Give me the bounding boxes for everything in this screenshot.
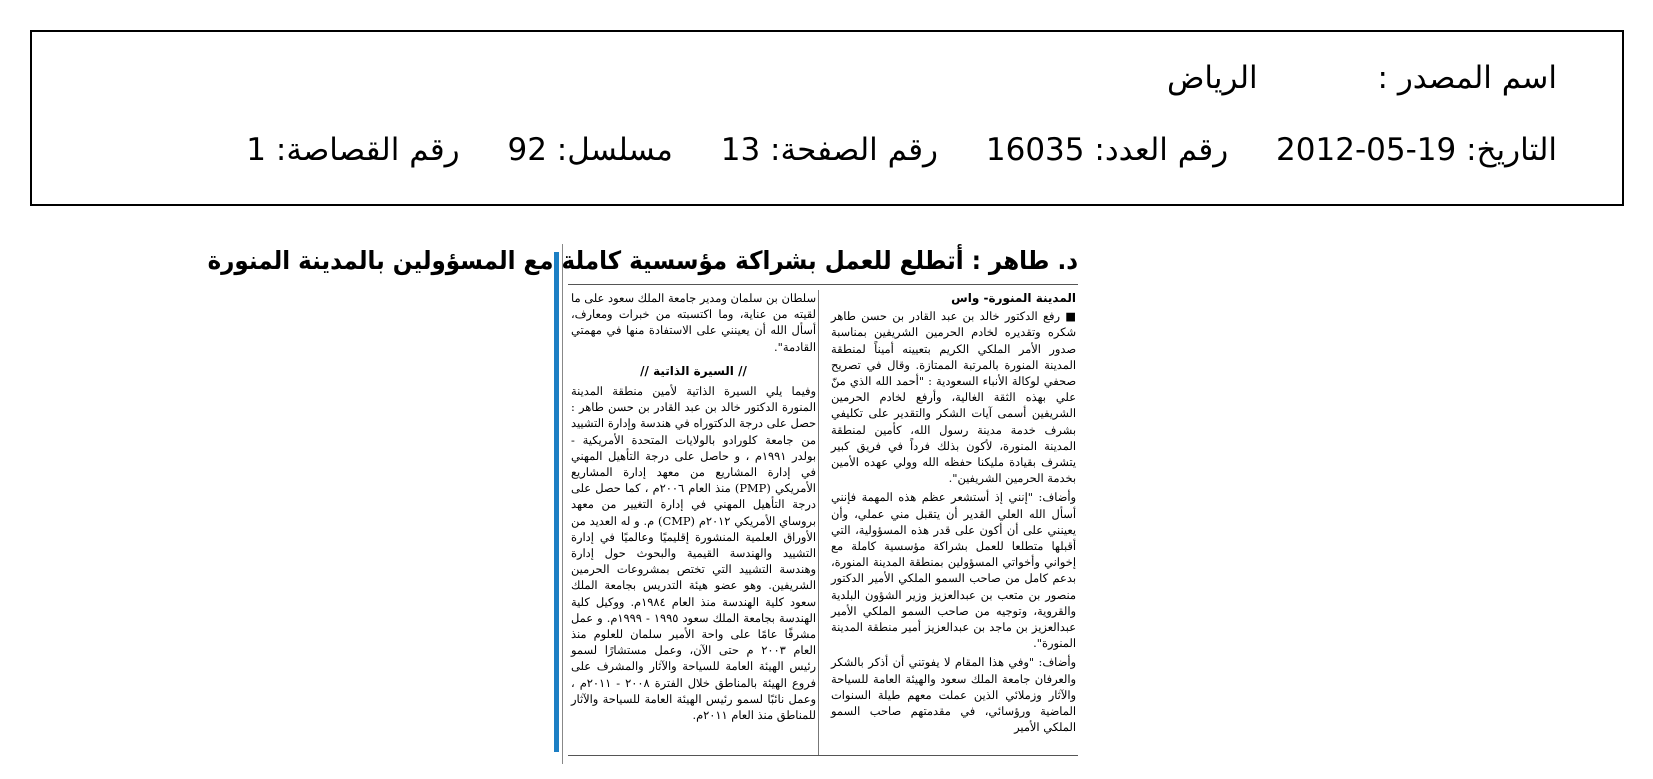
clipping-edge-bar xyxy=(554,252,559,752)
date-label: التاريخ: 19-05-2012 xyxy=(1276,132,1557,168)
clipping-bottom-rule xyxy=(568,755,1078,756)
clipping-edge-line xyxy=(562,244,563,764)
source-row xyxy=(1167,60,1557,96)
details-row xyxy=(208,132,1557,168)
newspaper-clipping xyxy=(207,244,1084,764)
headline-rule xyxy=(568,284,1078,285)
article-headline: د. طاهر : أتطلع للعمل بشراكة مؤسسية كاملة مع المسؤولين بالمدينة المنورة xyxy=(207,246,1078,275)
clipping-metadata-box xyxy=(30,30,1624,206)
column-separator xyxy=(818,290,819,755)
clip-label: رقم القصاصة: 1 xyxy=(246,132,460,168)
issue-label: رقم العدد: 16035 xyxy=(985,132,1229,168)
article-paragraph: وأضاف: "وفي هذا المقام لا يفوتني أن أذكر بالشكر والعرفان جامعة الملك سعود والهيئة العامة للسياحة والآثار وزملائي الذين عملت معهم طيلة السنوات الماضية ورؤسائي، في مقدمتهم صاحب السمو الملكي الأمير xyxy=(831,655,1076,735)
article-dateline: المدينة المنورة- واس xyxy=(951,291,1076,305)
article-paragraph: ■ رفع الدكتور خالد بن عبد القادر بن حسن طاهر شكره وتقديره لخادم الحرمين الشريفين بمناسبة صدور الأمر الملكي الكريم بتعيينه أميناً لمنطقة المدينة المنورة بالمرتبة الممتازة. وقال في تصريح صحفي لوكالة الأنباء السعودية : "أحمد الله الذي منّ علي بهذه الثقة الغالية، وأرفع لخادم الحرمين الشريفين أسمى آيات الشكر والتقدير على تكليفي بشرف خدمة مدينة رسول الله، كأمين لمنطقة المدينة المنورة، لأكون بذلك فرداً في فريق كبير يتشرف بقيادة مليكنا حفظه الله وولي عهده الأمين بخدمة الحرمين الشريفين". xyxy=(831,309,1076,486)
article-column-right xyxy=(831,290,1076,738)
source-value: الرياض xyxy=(1166,60,1258,96)
article-paragraph: سلطان بن سلمان ومدير جامعة الملك سعود على ما لقيته من عناية، وما اكتسبته من خبرات ومعارف، أسأل الله أن يعينني على الاستفادة منها في مهمتي القادمة". xyxy=(571,291,816,354)
bio-paragraph: وفيما يلي السيرة الذاتية لأمين منطقة المدينة المنورة الدكتور خالد بن عبد القادر بن حسن طاهر : حصل على درجة الدكتوراه في هندسة وإدارة التشييد من جامعة كلورادو بالولايات المتحدة الأمريكية - بولدر ١٩٩١م ، و حاصل على درجة التأهيل المهني في إدارة المشاريع من معهد إدارة المشاريع الأمريكي (PMP) منذ العام ٢٠٠٦م ، كما حصل على درجة التأهيل المهني في إدارة التغيير من معهد بروساي الأمريكي ٢٠١٢م (CMP) م. و له العديد من الأوراق العلمية المنشورة إقليميًا وعالميًا في إدارة التشييد والهندسة القيمية والبحوث حول إدارة وهندسة التشييد التي تختص بمشروعات الحرمين الشريفين. وهو عضو هيئة التدريس بجامعة الملك سعود كلية الهندسة منذ العام ١٩٨٤م. ووكيل كلية الهندسة بجامعة الملك سعود ١٩٩٥ - ١٩٩٩م. و عمل مشرفًا عامًا على واحة الأمير سلمان للعلوم منذ العام ٢٠٠٣ م حتى الآن، وعمل مستشارًا لسمو رئيس الهيئة العامة للسياحة والآثار والمشرف على فروع الهيئة بالمناطق خلال الفترة ٢٠٠٨ - ٢٠١١م ، وعمل نائبًا لسمو رئيس الهيئة العامة للسياحة والآثار للمناطق منذ العام ٢٠١١م. xyxy=(571,384,817,723)
page-label: رقم الصفحة: 13 xyxy=(720,132,939,168)
article-column-left xyxy=(571,290,816,726)
serial-label: مسلسل: 92 xyxy=(507,132,673,168)
source-label: اسم المصدر : xyxy=(1377,60,1557,96)
article-paragraph: وأضاف: "إنني إذ أستشعر عظم هذه المهمة فإنني أسأل الله العلي القدير أن يتقبل مني عملي، وأن يعينني على أن أكون على قدر هذه المسؤولية، التي أقبلها متطلعا للعمل بشراكة مؤسسية كاملة مع إخواني وأخواتي المسؤولين بمنطقة المدينة المنورة، بدعم كامل من صاحب السمو الملكي الأمير الدكتور منصور بن متعب بن عبدالعزيز وزير الشؤون البلدية والقروية، وتوجيه من صاحب السمو الملكي الأمير عبدالعزيز بن ماجد بن عبدالعزيز أمير منطقة المدينة المنورة". xyxy=(831,490,1076,651)
bio-subhead: // السيرة الذاتية // xyxy=(640,363,747,378)
